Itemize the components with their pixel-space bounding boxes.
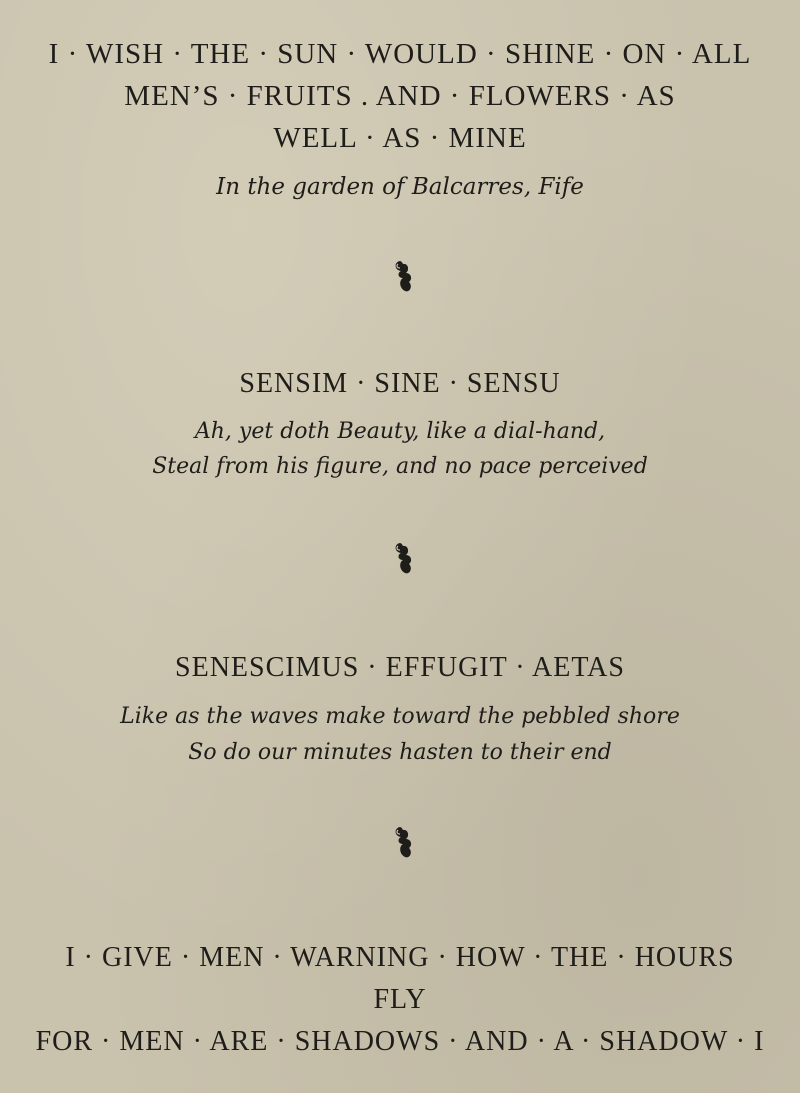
verse1-line3: WELL · AS · MINE <box>273 122 527 154</box>
verse4-line2: FLY <box>373 984 427 1015</box>
verse1-line1: I · WISH · THE · SUN · WOULD · SHINE · ON · ALL <box>48 38 752 70</box>
verse3-line2: So do our minutes hasten to their end <box>188 740 612 765</box>
verse4-line3: FOR · MEN · ARE · SHADOWS · AND · A · SHADOW · I <box>35 1026 765 1057</box>
leaf-ornament-icon <box>390 258 418 294</box>
verse4-line1: I · GIVE · MEN · WARNING · HOW · THE · HOURS <box>65 942 735 973</box>
verse1-caption: In the garden of Balcarres, Fife <box>216 174 584 200</box>
verse3-line1: Like as the waves make toward the pebbled shore <box>120 704 680 729</box>
leaf-ornament-icon <box>390 824 418 860</box>
verse2-line2: Steal from his figure, and no pace perceived <box>152 454 648 479</box>
verse2-motto: SENSIM · SINE · SENSU <box>239 368 561 399</box>
leaf-ornament-icon <box>390 540 418 576</box>
verse3-motto: SENESCIMUS · EFFUGIT · AETAS <box>175 652 625 683</box>
verse1-line2: MEN’S · FRUITS . AND · FLOWERS · AS <box>124 80 676 112</box>
verse2-line1: Ah, yet doth Beauty, like a dial-hand, <box>194 419 606 444</box>
